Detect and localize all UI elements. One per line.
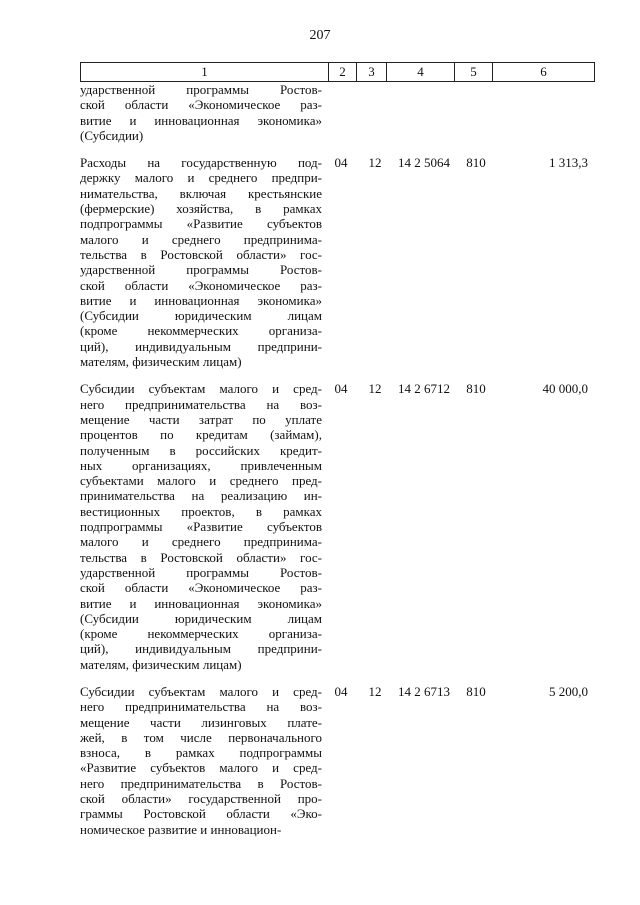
- column-header-6: 6: [493, 63, 595, 82]
- description-line: процентов по кредитам (займам),: [80, 427, 322, 443]
- description-line: малого и среднего предпринима-: [80, 231, 322, 247]
- description-line: малого и среднего предпринима-: [80, 534, 322, 550]
- row-cell-c6: 40 000,0: [542, 381, 588, 397]
- row-description: [80, 82, 322, 143]
- row-cell-c5: 810: [466, 683, 486, 699]
- row-cell-c4: 14 2 5064: [398, 155, 450, 171]
- description-line: полученным в российских кредит-: [80, 442, 322, 458]
- row-cell-c2: 04: [334, 683, 348, 699]
- description-line: (Субсидии): [80, 127, 144, 143]
- row-cell-c3: 12: [368, 381, 382, 397]
- column-header-row: [81, 63, 595, 82]
- description-line: субъектами малого и среднего пред-: [80, 473, 322, 489]
- description-line: него предпринимательства на воз-: [80, 699, 322, 715]
- row-cell-c4: [390, 82, 458, 143]
- description-line: ударственной программы Ростов-: [80, 564, 322, 580]
- description-line: мещение части лизинговых плате-: [80, 714, 322, 730]
- description-line: вестиционных проектов, в рамках: [80, 503, 322, 519]
- description-line: держку малого и среднего предпри-: [80, 170, 322, 186]
- description-line: Субсидии субъектам малого и сред-: [80, 683, 322, 699]
- column-header-table: [80, 62, 595, 82]
- page-number: 207: [309, 28, 331, 43]
- description-line: ской области «Экономическое раз-: [80, 277, 322, 293]
- row-cell-c5: 810: [466, 381, 486, 397]
- row-description: [80, 381, 322, 672]
- description-line: ций), индивидуальным предприни-: [80, 338, 322, 354]
- row-cell-c3: 12: [368, 683, 382, 699]
- row-cell-c3: 12: [368, 155, 382, 171]
- column-header-1: 1: [81, 63, 329, 82]
- description-line: тельства в Ростовской области» гос-: [80, 246, 322, 262]
- description-line: взноса, в рамках подпрограммы: [80, 745, 322, 761]
- column-header-2: 2: [329, 63, 357, 82]
- column-header-5: 5: [455, 63, 493, 82]
- row-cell-c6: [494, 82, 594, 143]
- column-header-4: 4: [387, 63, 455, 82]
- description-line: подпрограммы «Развитие субъектов: [80, 216, 322, 232]
- description-line: подпрограммы «Развитие субъектов: [80, 519, 322, 535]
- row-cell-c2: [322, 82, 360, 143]
- description-line: витие и инновационная экономика»: [80, 595, 322, 611]
- description-line: (Субсидии юридическим лицам: [80, 610, 322, 626]
- row-cell-c4: 14 2 6713: [398, 683, 450, 699]
- row-cell-c4: 14 2 6712: [398, 381, 450, 397]
- row-cell-c2: 04: [334, 155, 348, 171]
- description-line: ской области» государственной про-: [80, 791, 322, 807]
- description-line: мателям, физическим лицам): [80, 354, 242, 370]
- row-cell-c3: [360, 82, 390, 143]
- table-row: [80, 684, 602, 837]
- row-cell-c5: 810: [466, 155, 486, 171]
- description-line: (фермерские) хозяйства, в рамках: [80, 201, 322, 217]
- table-row: [80, 155, 602, 369]
- description-line: (кроме некоммерческих организа-: [80, 323, 322, 339]
- description-line: граммы Ростовской области «Эко-: [80, 806, 322, 822]
- description-line: ций), индивидуальным предприни-: [80, 641, 322, 657]
- row-cell-c6: 5 200,0: [549, 683, 588, 699]
- row-cell-c6: 1 313,3: [549, 155, 588, 171]
- description-line: (кроме некоммерческих организа-: [80, 626, 322, 642]
- description-line: ской области «Экономическое раз-: [80, 97, 322, 113]
- row-cell-c2: 04: [334, 381, 348, 397]
- description-line: него предпринимательства на воз-: [80, 396, 322, 412]
- budget-rows: [80, 82, 602, 849]
- description-line: номическое развитие и инновацион-: [80, 821, 282, 837]
- description-line: Субсидии субъектам малого и сред-: [80, 381, 322, 397]
- description-line: ударственной программы Ростов-: [80, 82, 322, 97]
- description-line: нимательства, включая крестьянские: [80, 185, 322, 201]
- description-line: ударственной программы Ростов-: [80, 262, 322, 278]
- description-line: мателям, физическим лицам): [80, 656, 242, 672]
- description-line: него предпринимательства в Ростов-: [80, 775, 322, 791]
- description-line: мещение части затрат по уплате: [80, 411, 322, 427]
- description-line: «Развитие субъектов малого и сред-: [80, 760, 322, 776]
- row-cell-c5: [458, 82, 494, 143]
- description-line: ской области «Экономическое раз-: [80, 580, 322, 596]
- description-line: (Субсидии юридическим лицам: [80, 308, 322, 324]
- description-line: принимательства на реализацию ин-: [80, 488, 322, 504]
- table-row: [80, 82, 602, 143]
- row-description: [80, 684, 322, 837]
- description-line: Расходы на государственную под-: [80, 155, 322, 171]
- description-line: ных организациях, привлеченным: [80, 457, 322, 473]
- table-row: [80, 381, 602, 672]
- description-line: витие и инновационная экономика»: [80, 292, 322, 308]
- row-description: [80, 155, 322, 369]
- column-header-3: 3: [357, 63, 387, 82]
- description-line: тельства в Ростовской области» гос-: [80, 549, 322, 565]
- description-line: жей, в том числе первоначального: [80, 729, 322, 745]
- description-line: витие и инновационная экономика»: [80, 112, 322, 128]
